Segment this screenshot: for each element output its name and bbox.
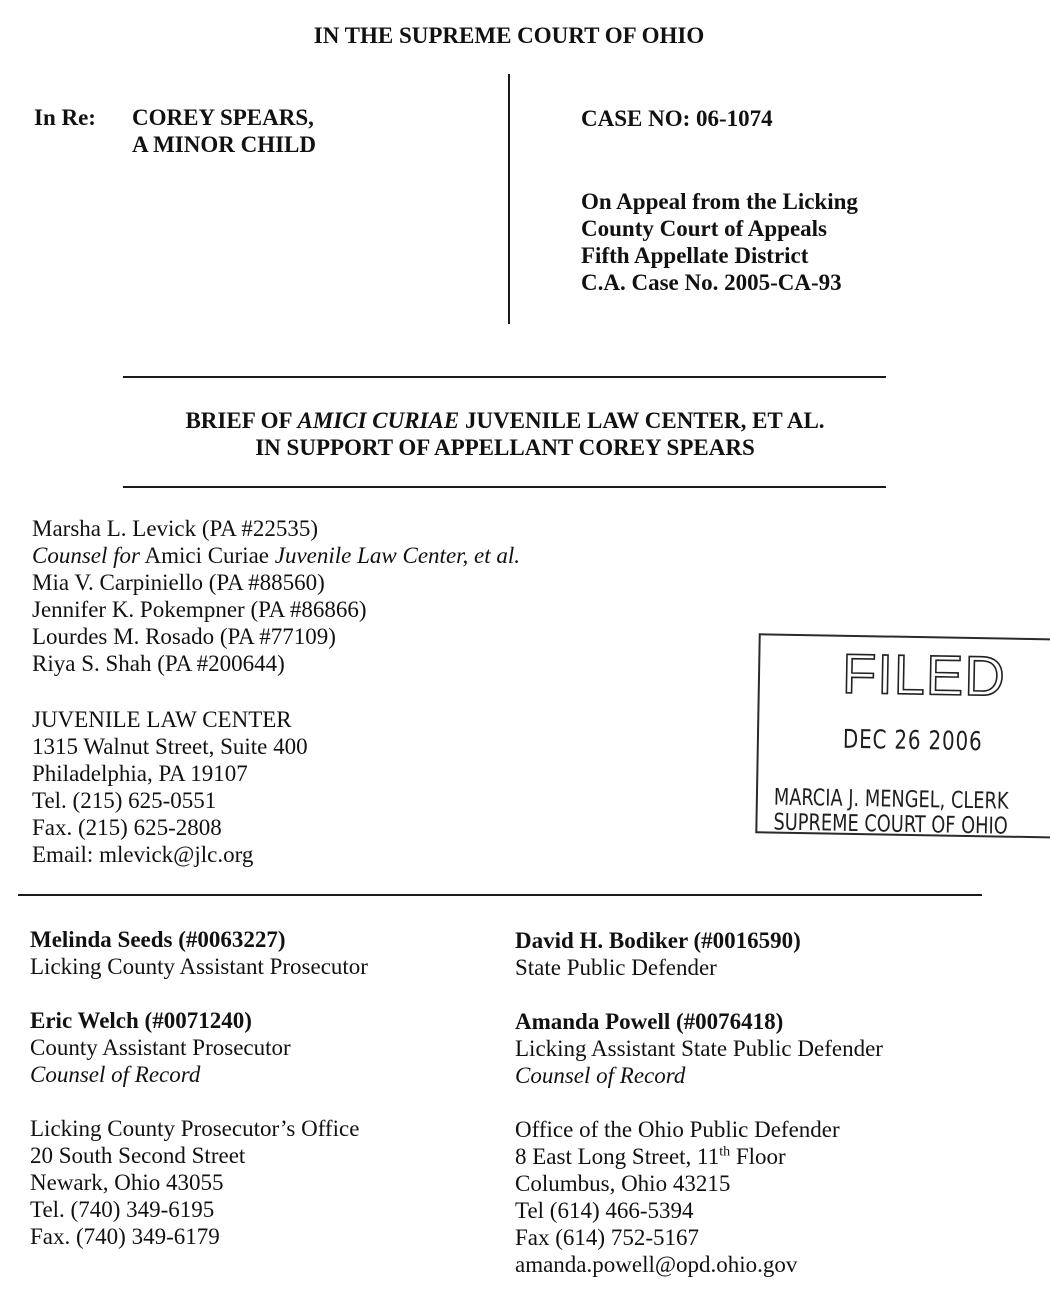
attorney-name: Melinda Seeds (#0063227): [30, 927, 286, 952]
fax: Fax. (740) 349-6179: [30, 1224, 220, 1249]
party-name-block: [132, 104, 316, 158]
attorney-name: David H. Bodiker (#0016590): [515, 928, 801, 953]
filed-stamp-clerk: MARCIA J. MENGEL, CLERK SUPREME COURT OF OHIO: [773, 784, 1009, 840]
appeal-line: Fifth Appellate District: [581, 243, 809, 268]
in-re-label: In Re:: [34, 105, 96, 130]
filed-stamp: [755, 633, 1050, 838]
attorney-title: State Public Defender: [515, 955, 717, 980]
address-line: 20 South Second Street: [30, 1143, 246, 1168]
court-title: IN THE SUPREME COURT OF OHIO: [313, 23, 705, 48]
defense-counsel-column: [515, 927, 883, 1278]
counsel-role: Counsel for Amici Curiae Juvenile Law Center, et al.: [32, 543, 521, 568]
attorney-title: County Assistant Prosecutor: [30, 1035, 291, 1060]
filed-stamp-label: FILED: [841, 641, 1007, 708]
prosecution-counsel-column: [30, 926, 368, 1250]
attorney-title: Licking Assistant State Public Defender: [515, 1036, 883, 1061]
phone: Tel. (740) 349-6195: [30, 1197, 215, 1222]
filed-stamp-date: DEC 26 2006: [842, 724, 983, 758]
title-rule-bottom: [123, 486, 886, 488]
address-line: Philadelphia, PA 19107: [32, 761, 248, 786]
address-line: Newark, Ohio 43055: [30, 1170, 224, 1195]
appeal-line: County Court of Appeals: [581, 216, 828, 241]
party-name-line: COREY SPEARS,: [132, 105, 314, 130]
address-line: Columbus, Ohio 43215: [515, 1171, 731, 1196]
fax: Fax. (215) 625-2808: [32, 815, 222, 840]
address-line: 1315 Walnut Street, Suite 400: [32, 734, 308, 759]
counsel-name: Lourdes M. Rosado (PA #77109): [32, 624, 336, 649]
brief-title-line-1: BRIEF OF AMICI CURIAE JUVENILE LAW CENTER, ET AL.: [185, 408, 825, 433]
appeal-info: [581, 188, 858, 296]
counsel-name: Jennifer K. Pokempner (PA #86866): [32, 597, 367, 622]
office-name: Office of the Ohio Public Defender: [515, 1117, 840, 1142]
counsel-name: Riya S. Shah (PA #200644): [32, 651, 285, 676]
brief-title-line-2: IN SUPPORT OF APPELLANT COREY SPEARS: [255, 435, 755, 460]
attorney-title: Licking County Assistant Prosecutor: [30, 954, 368, 979]
attorney-name: Eric Welch (#0071240): [30, 1008, 252, 1033]
phone: Tel (614) 466-5394: [515, 1198, 694, 1223]
section-rule: [18, 894, 982, 896]
email: Email: mlevick@jlc.org: [32, 842, 254, 867]
org-name: JUVENILE LAW CENTER: [32, 707, 292, 732]
phone: Tel. (215) 625-0551: [32, 788, 217, 813]
lead-counsel: Marsha L. Levick (PA #22535): [32, 516, 318, 541]
appeal-line: C.A. Case No. 2005-CA-93: [581, 270, 842, 295]
brief-title: [0, 407, 1010, 461]
fax: Fax (614) 752-5167: [515, 1225, 699, 1250]
office-name: Licking County Prosecutor’s Office: [30, 1116, 360, 1141]
attorney-role: Counsel of Record: [30, 1062, 201, 1087]
attorney-role: Counsel of Record: [515, 1063, 686, 1088]
email: amanda.powell@opd.ohio.gov: [515, 1252, 798, 1277]
amici-counsel-list: [32, 515, 520, 677]
case-number: CASE NO: 06-1074: [581, 106, 773, 131]
attorney-name: Amanda Powell (#0076418): [515, 1009, 784, 1034]
caption-divider: [508, 74, 510, 324]
address-line: 8 East Long Street, 11th Floor: [515, 1144, 786, 1169]
appeal-line: On Appeal from the Licking: [581, 189, 858, 214]
party-name-line: A MINOR CHILD: [132, 132, 317, 157]
jlc-contact-block: [32, 706, 308, 868]
amici-curiae-italic: AMICI CURIAE: [297, 408, 460, 433]
title-rule-top: [123, 376, 886, 378]
counsel-name: Mia V. Carpiniello (PA #88560): [32, 570, 325, 595]
